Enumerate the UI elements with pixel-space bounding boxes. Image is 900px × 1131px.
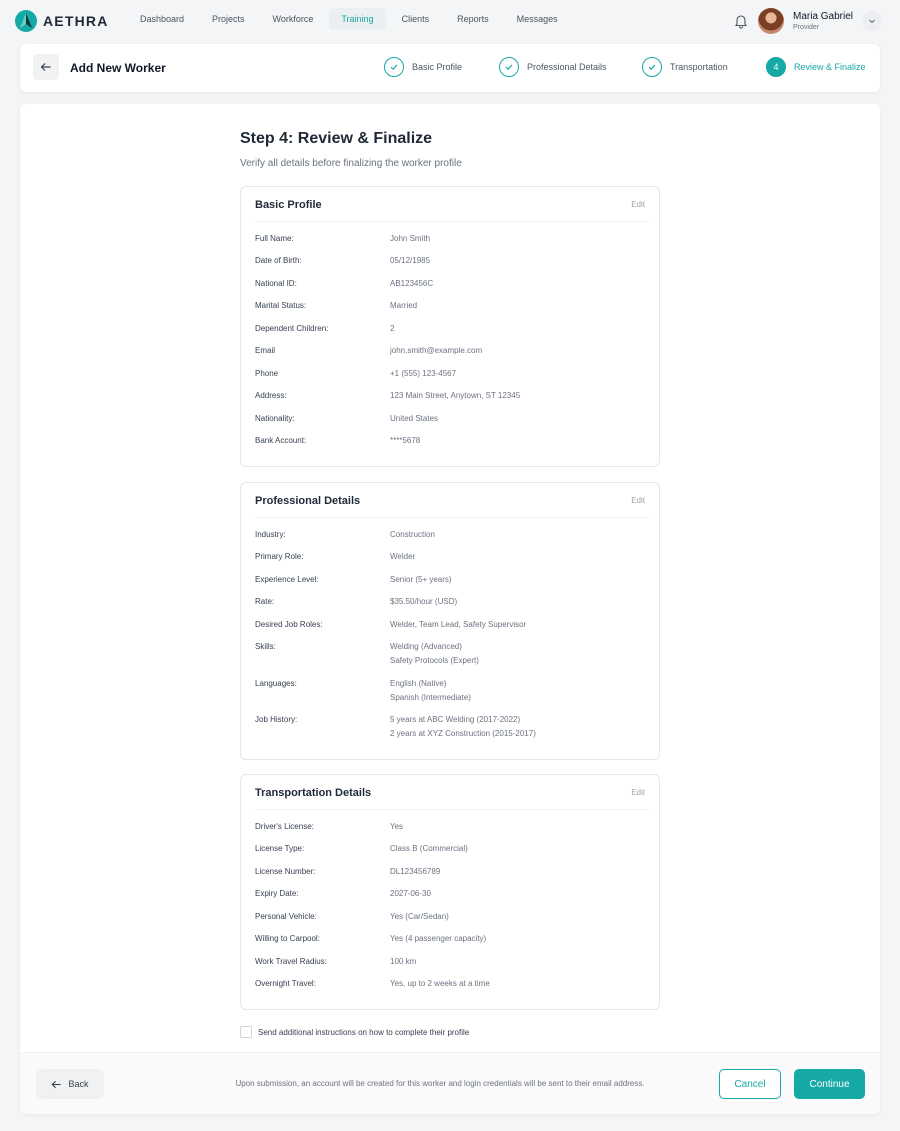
nav-item-dashboard[interactable]: Dashboard	[140, 14, 185, 24]
detail-value: United States	[390, 414, 439, 423]
detail-value: Yes, up to 2 weeks at a time	[390, 979, 490, 988]
detail-value: 100 km	[390, 957, 417, 966]
detail-label: Full Name:	[255, 234, 294, 243]
detail-label: Willing to Carpool:	[255, 934, 320, 943]
stepper-header	[20, 44, 880, 92]
step-label: Review & Finalize	[794, 62, 866, 72]
form-footer	[20, 1053, 880, 1114]
step-label: Professional Details	[527, 62, 607, 72]
basic-profile-section	[240, 186, 660, 467]
detail-label: Expiry Date:	[255, 889, 299, 898]
section-title: Professional Details	[255, 495, 361, 507]
nav-item-projects[interactable]: Projects	[212, 14, 245, 24]
detail-value: Yes (Car/Sedan)	[390, 912, 449, 921]
section-title: Basic Profile	[255, 199, 322, 211]
submission-note: Upon submission, an account will be created for this worker and login credentials will be sent to their email address.	[235, 1079, 645, 1088]
detail-value: DL123456789	[390, 867, 441, 876]
detail-label: Industry:	[255, 530, 286, 539]
detail-value: English (Native)	[390, 679, 447, 688]
detail-value: Class B (Commercial)	[390, 844, 468, 853]
detail-label: Nationality:	[255, 414, 295, 423]
check-icon	[499, 57, 519, 77]
nav-item-reports[interactable]: Reports	[457, 14, 489, 24]
divider	[255, 517, 649, 518]
detail-label: Dependent Children:	[255, 324, 329, 333]
detail-value: Welder	[390, 552, 416, 561]
detail-value: Spanish (Intermediate)	[390, 693, 471, 702]
detail-value: Safety Protocols (Expert)	[390, 656, 479, 665]
detail-value: 05/12/1985	[390, 256, 431, 265]
brand-name: AETHRA	[43, 13, 109, 29]
detail-label: Marital Status:	[255, 301, 307, 310]
brand[interactable]	[15, 10, 109, 32]
detail-value: 2027-06-30	[390, 889, 431, 898]
nav-item-training[interactable]: Training	[329, 8, 385, 30]
detail-value: 2	[390, 324, 395, 333]
back-button-label: Back	[68, 1079, 89, 1089]
user-name: Maria Gabriel	[793, 11, 854, 22]
detail-label: Date of Birth:	[255, 256, 302, 265]
detail-label: Personal Vehicle:	[255, 912, 317, 921]
nav-item-clients[interactable]: Clients	[401, 14, 430, 24]
detail-label: Phone	[255, 369, 279, 378]
detail-label: Driver's License:	[255, 822, 314, 831]
detail-label: License Type:	[255, 844, 305, 853]
detail-label: Overnight Travel:	[255, 979, 316, 988]
detail-label: Primary Role:	[255, 552, 304, 561]
professional-details-section	[240, 482, 660, 760]
detail-value: John Smith	[390, 234, 431, 243]
user-role: Provider	[793, 24, 820, 31]
edit-professional-details-link[interactable]: Edit	[631, 496, 645, 505]
page-title: Step 4: Review & Finalize	[240, 130, 433, 147]
aethra-logo-icon	[15, 10, 37, 32]
step-review-finalize[interactable]	[766, 57, 866, 77]
edit-basic-profile-link[interactable]: Edit	[631, 200, 645, 209]
step-label: Transportation	[670, 62, 728, 72]
detail-value: 123 Main Street, Anytown, ST 12345	[390, 391, 521, 400]
detail-value: $35.50/hour (USD)	[390, 597, 458, 606]
detail-value: Construction	[390, 530, 435, 539]
back-arrow-button[interactable]	[33, 54, 59, 80]
detail-label: Address:	[255, 391, 287, 400]
detail-value: Welder, Team Lead, Safety Supervisor	[390, 620, 527, 629]
detail-label: Email	[255, 346, 276, 355]
transportation-details-section	[240, 774, 660, 1010]
detail-value: Yes (4 passenger capacity)	[390, 934, 487, 943]
detail-value: Senior (5+ years)	[390, 575, 452, 584]
section-title: Transportation Details	[255, 787, 372, 799]
detail-value: Married	[390, 301, 418, 310]
user-menu-button[interactable]	[862, 11, 882, 31]
stepper-title: Add New Worker	[70, 61, 166, 75]
continue-button[interactable]: Continue	[794, 1069, 865, 1099]
step-number: 4	[766, 57, 786, 77]
detail-value: 2 years at XYZ Construction (2015-2017)	[390, 729, 536, 738]
review-card	[20, 104, 880, 1114]
main-nav	[128, 8, 574, 30]
detail-label: Desired Job Roles:	[255, 620, 323, 629]
detail-value: ****5678	[390, 436, 421, 445]
step-label: Basic Profile	[412, 62, 463, 72]
check-icon	[384, 57, 404, 77]
detail-label: Experience Level:	[255, 575, 319, 584]
detail-value: john.smith@example.com	[390, 346, 483, 355]
send-instructions-checkbox[interactable]	[240, 1026, 252, 1038]
step-professional-details[interactable]	[499, 57, 607, 77]
detail-label: Languages:	[255, 679, 297, 688]
arrow-left-icon	[40, 61, 52, 73]
send-instructions-label: Send additional instructions on how to complete their profile	[258, 1027, 470, 1037]
detail-label: Job History:	[255, 715, 298, 724]
chevron-down-icon	[868, 17, 876, 25]
nav-item-messages[interactable]: Messages	[516, 14, 558, 24]
check-icon	[642, 57, 662, 77]
detail-label: Work Travel Radius:	[255, 957, 327, 966]
detail-value: Yes	[390, 822, 404, 831]
detail-value: +1 (555) 123-4567	[390, 369, 457, 378]
step-transportation[interactable]	[642, 57, 728, 77]
bell-icon[interactable]	[733, 13, 749, 29]
detail-label: Skills:	[255, 642, 276, 651]
detail-value: 5 years at ABC Welding (2017-2022)	[390, 715, 521, 724]
cancel-button[interactable]: Cancel	[719, 1069, 781, 1099]
nav-item-workforce[interactable]: Workforce	[272, 14, 314, 24]
divider	[255, 221, 649, 222]
edit-transportation-details-link[interactable]: Edit	[631, 788, 645, 797]
detail-value: AB123456C	[390, 279, 434, 288]
step-basic-profile[interactable]	[384, 57, 462, 77]
page-subtitle: Verify all details before finalizing the worker profile	[240, 158, 462, 169]
detail-label: National ID:	[255, 279, 297, 288]
detail-value: Welding (Advanced)	[390, 642, 462, 651]
detail-label: License Number:	[255, 867, 316, 876]
detail-label: Rate:	[255, 597, 275, 606]
detail-label: Bank Account:	[255, 436, 307, 445]
divider	[255, 809, 649, 810]
top-navigation	[0, 0, 900, 42]
send-instructions-option[interactable]	[240, 1026, 469, 1038]
avatar[interactable]	[758, 8, 784, 34]
